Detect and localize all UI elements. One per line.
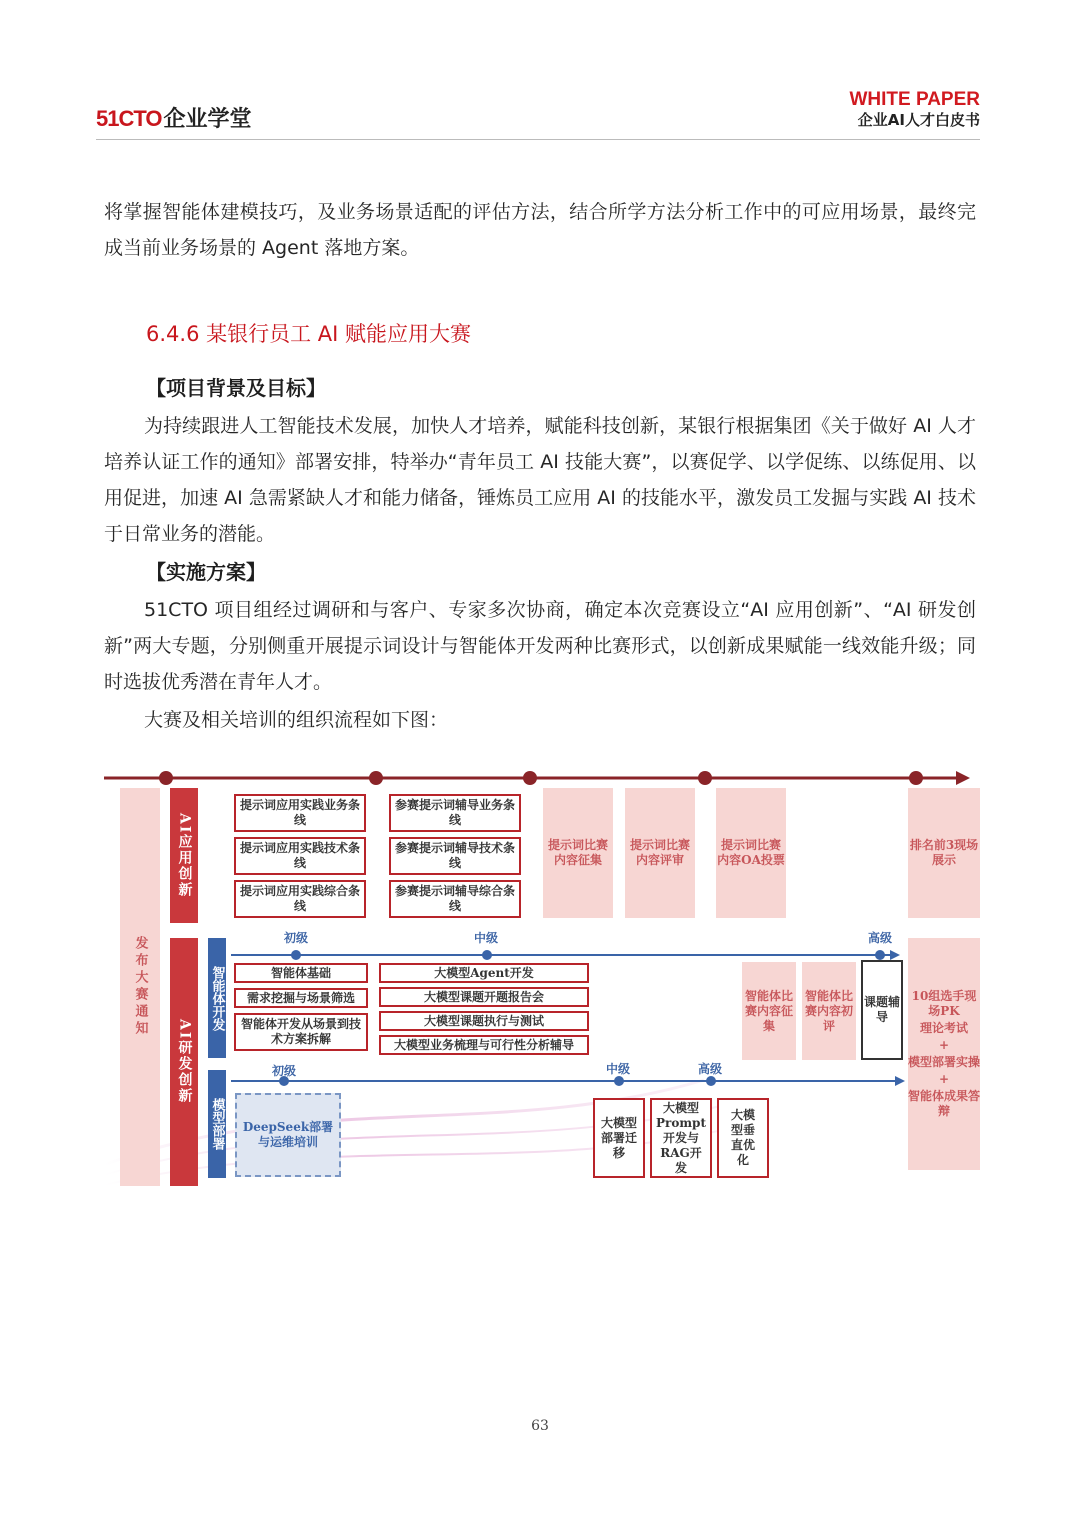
background-paragraph: 为持续跟进人工智能技术发展，加快人才培养，赋能科技创新，某银行根据集团《关于做好 AI 人才培养认证工作的通知》部署安排，特举办“青年员工 AI 技能大赛”，以赛促学、以学促练、以练促用、以用促进，加速 AI 急需紧缺人才和能力储备，锤炼员工应用 AI 的技能水平，激发员工发掘与实践 AI 技术于日常业务的潜能。 (104, 415, 976, 545)
prompt-content-collection: 提示词比赛内容征集 (543, 788, 613, 918)
label-model-deploy: 模型部署 (208, 1070, 226, 1178)
agent-level-node (482, 950, 492, 960)
agent-basics: 智能体基础 (234, 963, 368, 983)
prompt-content-review: 提示词比赛内容评审 (625, 788, 695, 918)
final-defense: 智能体成果答辩 (908, 1089, 981, 1118)
page-header (96, 88, 980, 140)
logo-school: 企业学堂 (163, 107, 252, 132)
label-agent-dev: 智能体开发 (208, 938, 226, 1058)
topic-coaching: 课题辅导 (861, 960, 903, 1060)
final-pk: 10组选手现场PK (911, 989, 977, 1018)
prompt-content-oa-vote: 提示词比赛内容OA投票 (716, 788, 786, 918)
llm-vertical-optimization: 大模型垂直优化 (717, 1098, 769, 1178)
page-number: 63 (531, 1418, 549, 1434)
agent-timeline-arrow (890, 950, 900, 960)
logo (96, 102, 252, 133)
llm-topic-execution-test: 大模型课题执行与测试 (379, 1011, 589, 1031)
timeline-node (523, 771, 537, 785)
white-paper-title (849, 90, 980, 130)
llm-prompt-rag-dev: 大模型Prompt开发与RAG开发 (650, 1098, 712, 1178)
main-timeline-arrow (956, 771, 970, 785)
prompt-coaching-general: 参赛提示词辅导综合条线 (389, 880, 521, 918)
prompt-practice-general: 提示词应用实践综合条线 (234, 880, 366, 918)
logo-brand: 51CTO (96, 106, 162, 131)
model-timeline-arrow (895, 1076, 905, 1086)
deepseek-training: DeepSeek部署与运维培训 (235, 1093, 341, 1177)
prompt-practice-business: 提示词应用实践业务条线 (234, 794, 366, 832)
white-paper-subtitle: 企业AI人才白皮书 (857, 111, 980, 129)
agent-dev-scenario-to-solution: 智能体开发从场景到技术方案拆解 (234, 1013, 368, 1051)
final-plus: + (938, 1072, 950, 1086)
timeline-node (159, 771, 173, 785)
final-theory-exam: 理论考试 (919, 1021, 968, 1035)
timeline-node (698, 771, 712, 785)
process-diagram (104, 760, 980, 1190)
subheading-background: 【项目背景及目标】 (146, 376, 326, 400)
llm-topic-kickoff: 大模型课题开题报告会 (379, 987, 589, 1007)
model-level-intermediate: 中级 (606, 1062, 631, 1076)
llm-agent-dev: 大模型Agent开发 (379, 963, 589, 983)
llm-feasibility-coaching: 大模型业务梳理与可行性分析辅导 (379, 1035, 589, 1055)
timeline-node (369, 771, 383, 785)
label-ai-app-innovation: AI应用创新 (170, 788, 198, 923)
final-plus: + (938, 1038, 950, 1052)
white-paper-label: WHITE PAPER (849, 89, 980, 110)
subheading-plan: 【实施方案】 (146, 560, 266, 584)
top3-showcase: 排名前3现场展示 (908, 788, 980, 918)
agent-level-beginner: 初级 (284, 931, 309, 945)
plan-paragraph: 51CTO 项目组经过调研和与客户、专家多次协商，确定本次竞赛设立“AI 应用创新”、“AI 研发创新”两大专题，分别侧重开展提示词设计与智能体开发两种比赛形式，以创新成果赋能一线效能升级；同时选拔优秀潜在青年人才。 (104, 599, 976, 693)
final-stage (908, 938, 980, 1170)
model-level-node (614, 1076, 624, 1086)
agent-level-advanced: 高级 (868, 931, 893, 945)
agent-level-intermediate: 中级 (474, 931, 499, 945)
label-ai-dev-innovation: AI研发创新 (170, 938, 198, 1186)
final-deploy-practice: 模型部署实操 (908, 1055, 981, 1069)
intro-paragraph: 将掌握智能体建模技巧，及业务场景适配的评估方法，结合所学方法分析工作中的可应用场景，最终完成当前业务场景的 Agent 落地方案。 (104, 201, 976, 259)
agent-content-first-review: 智能体比赛内容初评 (802, 962, 856, 1060)
notice-column: 发布大赛通知 (120, 788, 160, 1186)
prompt-practice-tech: 提示词应用实践技术条线 (234, 837, 366, 875)
agent-content-collection: 智能体比赛内容征集 (742, 962, 796, 1060)
section-title: 6.4.6 某银行员工 AI 赋能应用大赛 (146, 322, 472, 346)
agent-level-node (291, 950, 301, 960)
diagram-caption: 大赛及相关培训的组织流程如下图： (144, 709, 449, 731)
timeline-node (909, 771, 923, 785)
agent-level-node (875, 950, 885, 960)
llm-deploy-migration: 大模型部署迁移 (593, 1098, 645, 1178)
model-level-beginner: 初级 (272, 1064, 297, 1078)
model-level-advanced: 高级 (698, 1062, 723, 1076)
prompt-coaching-business: 参赛提示词辅导业务条线 (389, 794, 521, 832)
model-level-node (706, 1076, 716, 1086)
requirements-mining: 需求挖掘与场景筛选 (234, 988, 368, 1008)
prompt-coaching-tech: 参赛提示词辅导技术条线 (389, 837, 521, 875)
